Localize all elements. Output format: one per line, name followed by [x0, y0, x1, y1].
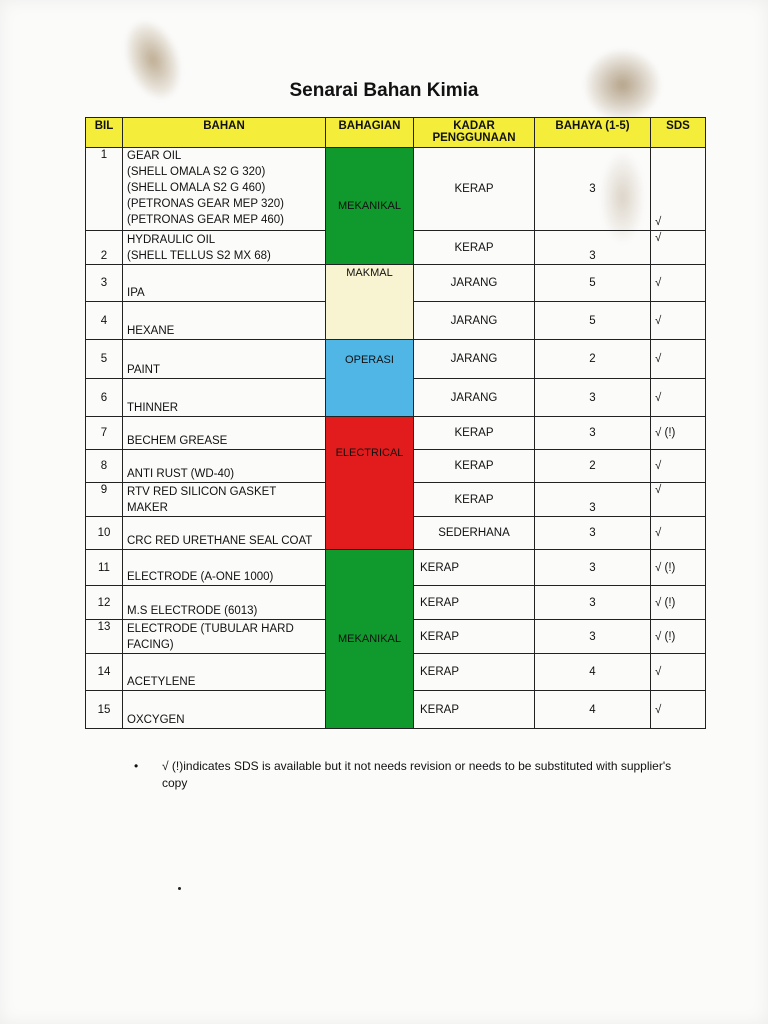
cell-bahaya: 5	[535, 302, 651, 340]
cell-kadar: JARANG	[414, 379, 535, 417]
bahan-line: (SHELL OMALA S2 G 320)	[127, 166, 266, 178]
cell-bil: 7	[86, 417, 123, 450]
cell-bil: 13	[86, 620, 123, 654]
document-title: Senarai Bahan Kimia	[289, 80, 479, 101]
cell-bahaya: 4	[535, 654, 651, 691]
cell-bahan	[123, 517, 326, 550]
bahan-line: (SHELL TELLUS S2 MX 68)	[127, 250, 271, 262]
cell-sds: √	[651, 340, 706, 379]
cell-sds: √	[651, 379, 706, 417]
header-sds: SDS	[651, 118, 706, 148]
bahan-line: IPA	[127, 287, 145, 299]
cell-bil: 8	[86, 450, 123, 483]
cell-bahan	[123, 654, 326, 691]
cell-bahaya: 4	[535, 691, 651, 729]
header-bahaya: BAHAYA (1-5)	[535, 118, 651, 148]
cell-bahaya: 3	[535, 483, 651, 517]
cell-sds: √	[651, 450, 706, 483]
cell-bahaya: 3	[535, 231, 651, 265]
bahan-line: ANTI RUST (WD-40)	[127, 468, 235, 480]
cell-bahaya: 3	[535, 417, 651, 450]
bahan-line: CRC RED URETHANE SEAL COAT	[127, 535, 313, 547]
cell-bil: 12	[86, 586, 123, 620]
header-bahagian: BAHAGIAN	[326, 118, 414, 148]
cell-bahan	[123, 417, 326, 450]
cell-bahaya: 3	[535, 586, 651, 620]
cell-kadar: JARANG	[414, 302, 535, 340]
cell-bil: 3	[86, 265, 123, 302]
bahan-line: RTV RED SILICON GASKET	[127, 486, 277, 498]
cell-bil: 11	[86, 550, 123, 586]
cell-bahaya: 3	[535, 517, 651, 550]
table-row	[86, 148, 706, 231]
cell-sds: √	[651, 302, 706, 340]
bahagian-mekanikal: MEKANIKAL	[326, 148, 414, 265]
cell-bil: 1	[86, 148, 123, 231]
bahan-line: BECHEM GREASE	[127, 435, 228, 447]
cell-kadar: SEDERHANA	[414, 517, 535, 550]
cell-bahaya: 3	[535, 550, 651, 586]
bahan-line: ELECTRODE (TUBULAR HARD	[127, 623, 294, 635]
cell-kadar: KERAP	[414, 148, 535, 231]
cell-kadar: KERAP	[414, 586, 535, 620]
cell-kadar: KERAP	[414, 620, 535, 654]
cell-bil: 9	[86, 483, 123, 517]
bahan-line: (PETRONAS GEAR MEP 320)	[127, 198, 284, 210]
cell-bahaya: 3	[535, 148, 651, 231]
cell-bil: 5	[86, 340, 123, 379]
cell-kadar: KERAP	[414, 654, 535, 691]
cell-bil: 2	[86, 231, 123, 265]
cell-bahaya: 3	[535, 620, 651, 654]
cell-bil: 15	[86, 691, 123, 729]
table-row	[86, 417, 706, 450]
cell-bahan	[123, 379, 326, 417]
cell-kadar: KERAP	[414, 417, 535, 450]
cell-bahan	[123, 483, 326, 517]
cell-bahan	[123, 340, 326, 379]
bahagian-makmal: MAKMAL	[326, 265, 414, 340]
bahan-line: PAINT	[127, 364, 161, 376]
cell-bahaya: 3	[535, 379, 651, 417]
cell-kadar: KERAP	[414, 483, 535, 517]
cell-bil: 10	[86, 517, 123, 550]
bahagian-mekanikal: MEKANIKAL	[326, 550, 414, 729]
stray-mark	[178, 887, 181, 890]
table-row	[86, 550, 706, 586]
cell-sds: √	[651, 148, 706, 231]
cell-kadar: KERAP	[414, 550, 535, 586]
bahagian-electrical: ELECTRICAL	[326, 417, 414, 550]
bahan-line: HYDRAULIC OIL	[127, 234, 216, 246]
cell-sds: √ (!)	[651, 586, 706, 620]
cell-bahan	[123, 691, 326, 729]
chemical-table	[85, 117, 706, 729]
header-bil: BIL	[86, 118, 123, 148]
header-bahan: BAHAN	[123, 118, 326, 148]
cell-sds: √	[651, 691, 706, 729]
bahan-line: FACING)	[127, 639, 174, 651]
bullet-icon: •	[134, 759, 139, 773]
note-text: √ (!)indicates SDS is available but it not needs revision or needs to be substituted with supplier's copy	[162, 759, 672, 790]
bahan-line: THINNER	[127, 402, 179, 414]
cell-sds: √ (!)	[651, 620, 706, 654]
table-row	[86, 340, 706, 379]
cell-sds: √ (!)	[651, 550, 706, 586]
cell-bil: 4	[86, 302, 123, 340]
table-row	[86, 265, 706, 302]
cell-sds: √	[651, 483, 706, 517]
cell-kadar: KERAP	[414, 450, 535, 483]
cell-sds: √ (!)	[651, 417, 706, 450]
cell-kadar: JARANG	[414, 340, 535, 379]
cell-kadar: KERAP	[414, 231, 535, 265]
cell-bil: 6	[86, 379, 123, 417]
bahan-line: HEXANE	[127, 325, 175, 337]
bahan-line: MAKER	[127, 502, 168, 514]
bahan-line: OXCYGEN	[127, 714, 185, 726]
bahagian-operasi: OPERASI	[326, 340, 414, 417]
cell-bahan	[123, 265, 326, 302]
bahan-line: (SHELL OMALA S2 G 460)	[127, 182, 266, 194]
cell-bahan	[123, 302, 326, 340]
cell-sds: √	[651, 231, 706, 265]
sds-note	[134, 758, 680, 792]
cell-kadar: KERAP	[414, 691, 535, 729]
table-header-row	[86, 118, 706, 148]
cell-bahan	[123, 450, 326, 483]
bahan-line: M.S ELECTRODE (6013)	[127, 605, 258, 617]
cell-sds: √	[651, 517, 706, 550]
header-kadar: KADAR PENGGUNAAN	[414, 118, 535, 148]
cell-bahan	[123, 231, 326, 265]
bahan-line: ACETYLENE	[127, 676, 196, 688]
cell-bahaya: 2	[535, 450, 651, 483]
cell-bahaya: 5	[535, 265, 651, 302]
cell-bil: 14	[86, 654, 123, 691]
cell-bahaya: 2	[535, 340, 651, 379]
cell-sds: √	[651, 654, 706, 691]
cell-bahan	[123, 550, 326, 586]
cell-bahan	[123, 620, 326, 654]
bahan-line: (PETRONAS GEAR MEP 460)	[127, 214, 284, 226]
bahan-line: GEAR OIL	[127, 150, 182, 162]
cell-bahan	[123, 148, 326, 231]
cell-bahan	[123, 586, 326, 620]
cell-kadar: JARANG	[414, 265, 535, 302]
bahan-line: ELECTRODE (A-ONE 1000)	[127, 571, 274, 583]
cell-sds: √	[651, 265, 706, 302]
